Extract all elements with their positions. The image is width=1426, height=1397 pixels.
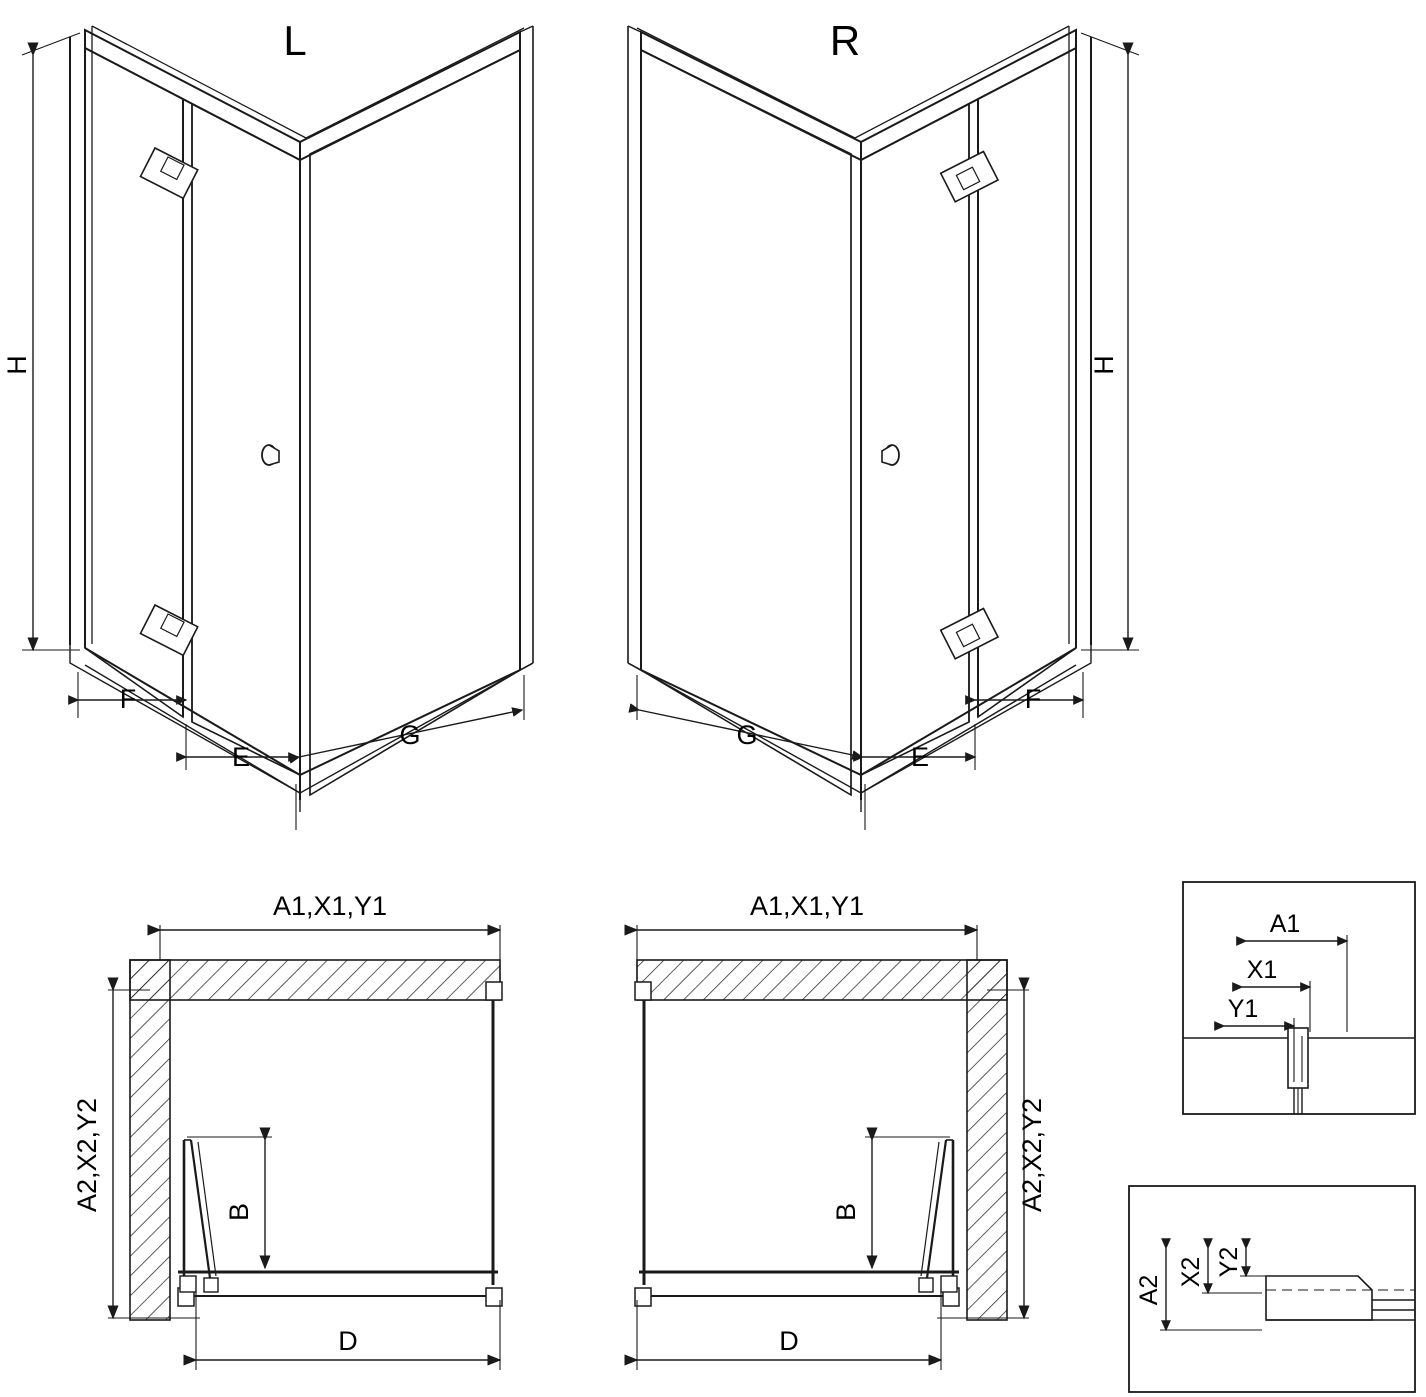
plan-side-dim-label-right: A2,X2,Y2 bbox=[1017, 1097, 1047, 1213]
door-swing-label-left: B bbox=[224, 1202, 254, 1222]
detail-label-y2: Y2 bbox=[1215, 1246, 1243, 1278]
door-leaf-right bbox=[919, 1140, 957, 1292]
height-label-right: H bbox=[1089, 355, 1119, 375]
height-label-left: H bbox=[2, 355, 32, 375]
hinge-lower-left bbox=[140, 605, 197, 655]
door-knob-right bbox=[882, 445, 899, 465]
detail-label-x1: X1 bbox=[1246, 956, 1278, 984]
plan-view-left bbox=[72, 891, 502, 1370]
segment-label-g-left: G bbox=[399, 720, 421, 750]
hinge-upper-left bbox=[140, 148, 197, 198]
segment-label-e-right: E bbox=[910, 742, 930, 772]
hinge-upper-right bbox=[941, 151, 998, 201]
detail-view-top bbox=[1183, 882, 1415, 1114]
plan-view-right bbox=[635, 891, 1047, 1370]
detail-label-a2: A2 bbox=[1135, 1274, 1163, 1306]
wall-top-left bbox=[130, 960, 500, 1000]
height-dimension-right bbox=[1081, 33, 1139, 650]
plan-bottom-dimension-right bbox=[637, 1290, 941, 1370]
wall-side-right bbox=[967, 960, 1007, 1320]
segment-label-f-left: F bbox=[119, 684, 137, 714]
detail-label-x2: X2 bbox=[1177, 1256, 1205, 1288]
segment-label-e-left: E bbox=[231, 742, 251, 772]
door-leaf-left bbox=[180, 1140, 218, 1292]
hinge-lower-right bbox=[941, 608, 998, 658]
isometric-view-left bbox=[2, 17, 533, 830]
plan-top-dim-label-right: A1,X1,Y1 bbox=[749, 891, 865, 921]
segment-label-g-right: G bbox=[736, 720, 758, 750]
segment-label-f-right: F bbox=[1024, 684, 1042, 714]
plan-bottom-dim-label-left: D bbox=[338, 1326, 358, 1356]
detail-label-y1: Y1 bbox=[1227, 995, 1259, 1023]
plan-bottom-dim-label-right: D bbox=[779, 1326, 799, 1356]
detail-label-a1: A1 bbox=[1269, 910, 1301, 938]
door-knob-left bbox=[262, 445, 279, 465]
plan-top-dim-label-left: A1,X1,Y1 bbox=[272, 891, 388, 921]
door-swing-label-right: B bbox=[831, 1202, 861, 1222]
plan-side-dim-label-left: A2,X2,Y2 bbox=[72, 1097, 102, 1213]
variant-label-left: L bbox=[283, 17, 307, 64]
wall-side-left bbox=[130, 960, 170, 1320]
wall-top-right bbox=[637, 960, 1007, 1000]
isometric-view-right bbox=[628, 17, 1139, 830]
variant-label-right: R bbox=[829, 17, 861, 64]
plan-bottom-dimension-left bbox=[196, 1290, 500, 1370]
detail-view-bottom bbox=[1129, 1186, 1415, 1392]
height-dimension-left bbox=[2, 33, 80, 650]
